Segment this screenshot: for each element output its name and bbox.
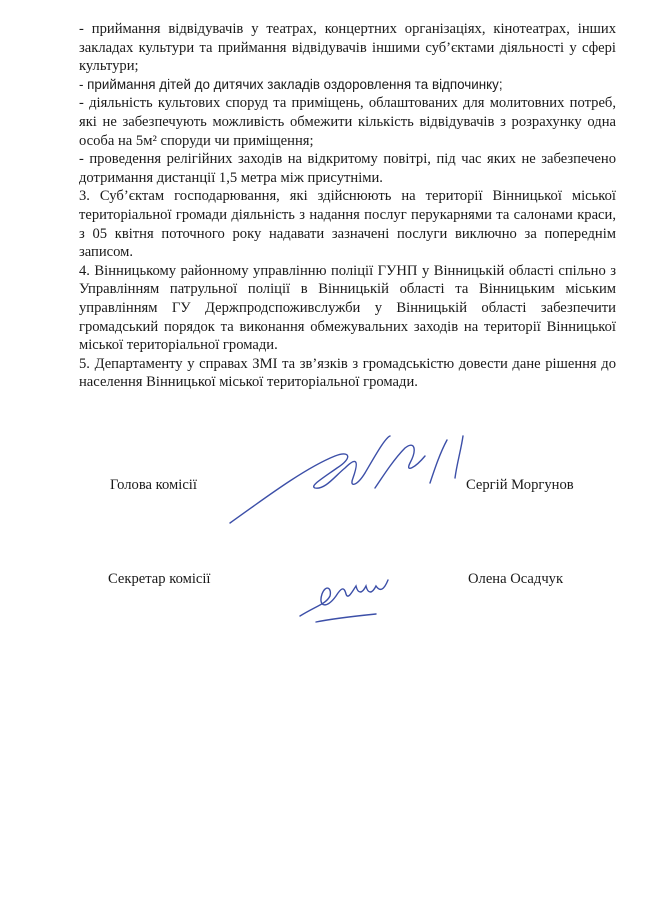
secretary-name: Олена Осадчук: [468, 571, 564, 587]
bullet-culture-visitors: - приймання відвідувачів у театрах, концертних організаціях, кінотеатрах, інших закладах культури та приймання відвідувачів іншими суб’єктами діяльності у сфері культури;: [79, 21, 616, 75]
secretary-signature: [296, 566, 396, 626]
bullet-outdoor-religious-events: - проведення релігійних заходів на відкритому повітрі, під час яких не забезпечено дотримання дистанції 1,5 метра між присутніми.: [79, 151, 616, 186]
chair-signature: [225, 428, 465, 528]
bullet-children-camps: - приймання дітей до дитячих закладів оздоровлення та відпочинку;: [79, 76, 503, 92]
bullet-religious-buildings: - діяльність культових споруд та приміщень, облаштованих для молитовних потреб, які не забезпечують можливість обмежити кількість відвідувачів з розрахунку одна особа на 5м² споруди чи приміщення;: [79, 95, 616, 149]
clause-4-police: 4. Вінницькому районному управлінню поліції ГУНП у Вінницькій області спільно з Управлінням патрульної поліції в Вінницькій області та Вінницьким міським управлінням ГУ Держпродспоживслужби у Вінницькій області забезпечити громадський порядок та виконання обмежувальних заходів на території Вінницької міської територіальної громади.: [79, 262, 616, 354]
clause-3-hairdressers: 3. Суб’єктам господарювання, які здійснюють на території Вінницької міської територіальної громади діяльність з надання послуг перукарнями та салонами краси, з 05 квітня поточного року надавати зазначені послуги виключно за попереднім записом.: [79, 188, 616, 261]
secretary-label: Секретар комісії: [108, 571, 211, 587]
chair-name: Сергій Моргунов: [466, 477, 574, 493]
decision-body: [79, 20, 616, 392]
chair-label: Голова комісії: [110, 477, 197, 493]
clause-5-media: 5. Департаменту у справах ЗМІ та зв’язків з громадськістю довести дане рішення до населення Вінницької міської територіальної громади.: [79, 355, 616, 391]
